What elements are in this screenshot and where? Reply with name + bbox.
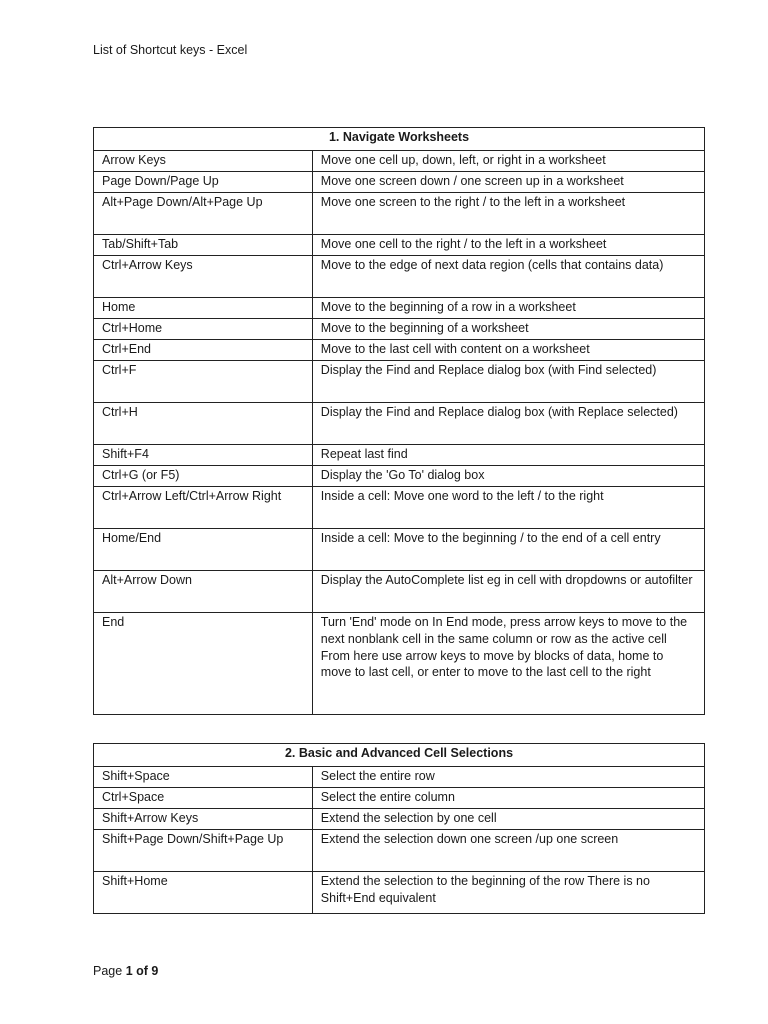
shortcut-description-cell: Move to the beginning of a row in a worksheet bbox=[312, 298, 704, 319]
table-row bbox=[94, 298, 705, 319]
table-row bbox=[94, 340, 705, 361]
shortcut-key-cell: Arrow Keys bbox=[94, 151, 313, 172]
table-row bbox=[94, 767, 705, 788]
page-current: 1 bbox=[125, 964, 133, 978]
shortcut-description-cell: Turn 'End' mode on In End mode, press arrow keys to move to the next nonblank cell in the same column or row as the active cell From here use arrow keys to move by blocks of data, home to move to last cell, or enter to move to the last cell to the right bbox=[312, 613, 704, 715]
page-label: Page bbox=[93, 964, 123, 978]
shortcut-key-cell: Ctrl+Space bbox=[94, 788, 313, 809]
page-of: of bbox=[136, 964, 148, 978]
shortcut-description-cell: Display the AutoComplete list eg in cell with dropdowns or autofilter bbox=[312, 571, 704, 613]
shortcut-description-cell: Display the Find and Replace dialog box (with Find selected) bbox=[312, 361, 704, 403]
shortcut-key-cell: Shift+Home bbox=[94, 872, 313, 914]
shortcut-key-cell: Page Down/Page Up bbox=[94, 172, 313, 193]
table-row bbox=[94, 172, 705, 193]
shortcut-description-cell: Move to the edge of next data region (cells that contains data) bbox=[312, 256, 704, 298]
table-row bbox=[94, 235, 705, 256]
shortcut-description-cell: Move one cell up, down, left, or right in a worksheet bbox=[312, 151, 704, 172]
shortcut-key-cell: Ctrl+H bbox=[94, 403, 313, 445]
document-title: List of Shortcut keys - Excel bbox=[93, 43, 248, 57]
page-footer bbox=[93, 963, 158, 979]
shortcut-key-cell: Home bbox=[94, 298, 313, 319]
table-heading-row bbox=[94, 128, 705, 151]
table-row bbox=[94, 872, 705, 914]
shortcut-description-cell: Move one screen to the right / to the left in a worksheet bbox=[312, 193, 704, 235]
table-row bbox=[94, 788, 705, 809]
page-total: 9 bbox=[151, 964, 159, 978]
shortcut-description-cell: Move to the beginning of a worksheet bbox=[312, 319, 704, 340]
shortcut-description-cell: Display the 'Go To' dialog box bbox=[312, 466, 704, 487]
shortcut-key-cell: Shift+Page Down/Shift+Page Up bbox=[94, 830, 313, 872]
shortcut-key-cell: Ctrl+Arrow Left/Ctrl+Arrow Right bbox=[94, 487, 313, 529]
table-row bbox=[94, 487, 705, 529]
table-row bbox=[94, 445, 705, 466]
table-row bbox=[94, 613, 705, 715]
shortcut-description-cell: Repeat last find bbox=[312, 445, 704, 466]
table-row bbox=[94, 256, 705, 298]
table-row bbox=[94, 151, 705, 172]
shortcut-key-cell: Shift+Space bbox=[94, 767, 313, 788]
shortcut-table-cell-selections bbox=[93, 743, 705, 914]
shortcut-description-cell: Move one cell to the right / to the left in a worksheet bbox=[312, 235, 704, 256]
section-heading: 2. Basic and Advanced Cell Selections bbox=[94, 744, 705, 767]
section-heading: 1. Navigate Worksheets bbox=[94, 128, 705, 151]
shortcut-key-cell: Alt+Page Down/Alt+Page Up bbox=[94, 193, 313, 235]
shortcut-description-cell: Move one screen down / one screen up in a worksheet bbox=[312, 172, 704, 193]
table-row bbox=[94, 403, 705, 445]
table-heading-row bbox=[94, 744, 705, 767]
shortcut-description-cell: Inside a cell: Move to the beginning / to the end of a cell entry bbox=[312, 529, 704, 571]
shortcut-description-cell: Display the Find and Replace dialog box (with Replace selected) bbox=[312, 403, 704, 445]
table-row bbox=[94, 529, 705, 571]
shortcut-key-cell: Shift+F4 bbox=[94, 445, 313, 466]
shortcut-description-cell: Extend the selection by one cell bbox=[312, 809, 704, 830]
shortcut-key-cell: Ctrl+Arrow Keys bbox=[94, 256, 313, 298]
table-row bbox=[94, 319, 705, 340]
shortcut-key-cell: End bbox=[94, 613, 313, 715]
shortcut-table-navigate-worksheets bbox=[93, 127, 705, 715]
table-row bbox=[94, 466, 705, 487]
shortcut-description-cell: Inside a cell: Move one word to the left / to the right bbox=[312, 487, 704, 529]
shortcut-key-cell: Home/End bbox=[94, 529, 313, 571]
shortcut-key-cell: Ctrl+F bbox=[94, 361, 313, 403]
shortcut-key-cell: Ctrl+G (or F5) bbox=[94, 466, 313, 487]
shortcut-key-cell: Tab/Shift+Tab bbox=[94, 235, 313, 256]
shortcut-description-cell: Select the entire column bbox=[312, 788, 704, 809]
table-row bbox=[94, 193, 705, 235]
shortcut-key-cell: Ctrl+End bbox=[94, 340, 313, 361]
shortcut-description-cell: Select the entire row bbox=[312, 767, 704, 788]
shortcut-description-cell: Extend the selection to the beginning of the row There is no Shift+End equivalent bbox=[312, 872, 704, 914]
table-row bbox=[94, 361, 705, 403]
shortcut-key-cell: Alt+Arrow Down bbox=[94, 571, 313, 613]
table-row bbox=[94, 809, 705, 830]
shortcut-key-cell: Shift+Arrow Keys bbox=[94, 809, 313, 830]
shortcut-description-cell: Extend the selection down one screen /up one screen bbox=[312, 830, 704, 872]
table-row bbox=[94, 571, 705, 613]
table-row bbox=[94, 830, 705, 872]
shortcut-description-cell: Move to the last cell with content on a worksheet bbox=[312, 340, 704, 361]
shortcut-key-cell: Ctrl+Home bbox=[94, 319, 313, 340]
